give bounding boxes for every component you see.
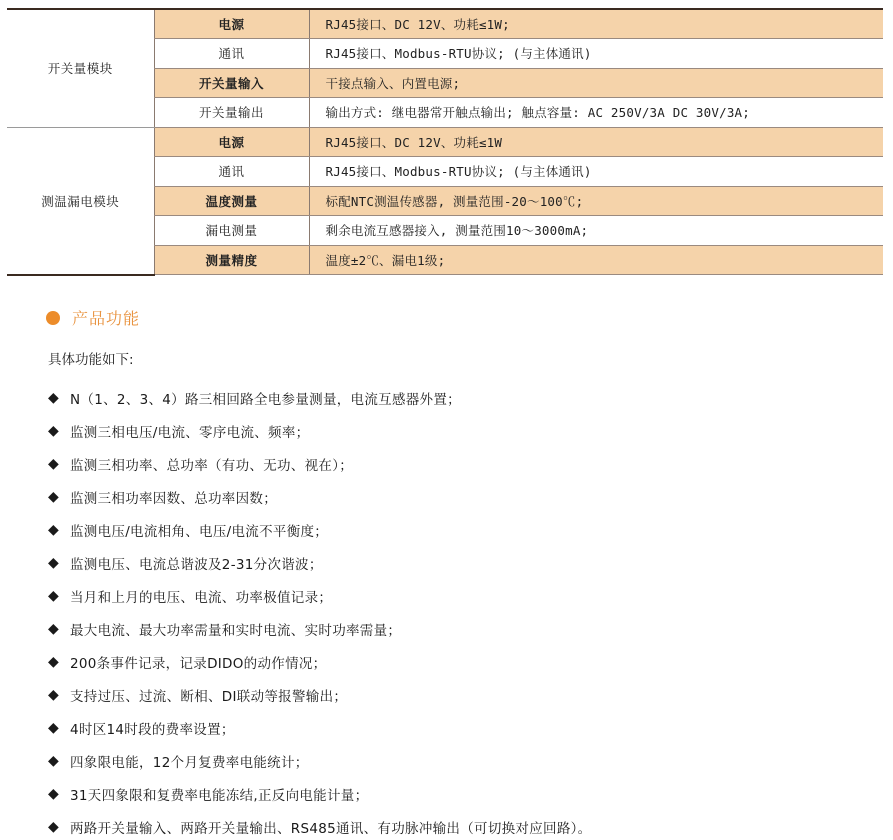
diamond-bullet-icon: ◆ xyxy=(48,686,60,703)
list-item xyxy=(48,414,591,447)
orange-dot-icon xyxy=(46,311,60,325)
list-item xyxy=(48,546,591,579)
param-name: 通讯 xyxy=(154,157,309,187)
feature-text: 监测三相功率因数、总功率因数； xyxy=(70,490,277,507)
param-value: 输出方式: 继电器常开触点输出; 触点容量: AC 250V/3A DC 30V/3A; xyxy=(309,98,883,128)
list-item xyxy=(48,645,591,678)
section-heading xyxy=(46,306,140,329)
param-value: 剩余电流互感器接入, 测量范围10～3000mA; xyxy=(309,216,883,246)
module-name: 测温漏电模块 xyxy=(7,127,154,275)
feature-text: 支持过压、过流、断相、DI联动等报警输出； xyxy=(70,688,348,705)
feature-text: 200条事件记录，记录DIDO的动作情况； xyxy=(70,655,327,672)
list-item xyxy=(48,612,591,645)
param-name: 开关量输入 xyxy=(154,68,309,98)
diamond-bullet-icon: ◆ xyxy=(48,752,60,769)
feature-text: 监测三相功率、总功率（有功、无功、视在）； xyxy=(70,457,354,474)
feature-text: 监测三相电压/电流、零序电流、频率； xyxy=(70,424,310,441)
section-title: 产品功能 xyxy=(72,309,141,328)
param-value: 标配NTC测温传感器, 测量范围-20～100℃; xyxy=(309,186,883,216)
diamond-bullet-icon: ◆ xyxy=(48,389,60,406)
list-item xyxy=(48,513,591,546)
list-item xyxy=(48,480,591,513)
feature-text: 监测电压/电流相角、电压/电流不平衡度； xyxy=(70,523,329,540)
list-item xyxy=(48,447,591,480)
list-item xyxy=(48,744,591,777)
param-value: RJ45接口、DC 12V、功耗≤1W xyxy=(309,127,883,157)
diamond-bullet-icon: ◆ xyxy=(48,455,60,472)
table-row xyxy=(7,9,883,39)
diamond-bullet-icon: ◆ xyxy=(48,719,60,736)
module-name: 开关量模块 xyxy=(7,9,154,127)
diamond-bullet-icon: ◆ xyxy=(48,587,60,604)
feature-text: 两路开关量输入、两路开关量输出、RS485通讯、有功脉冲输出（可切换对应回路）。 xyxy=(70,820,592,837)
intro-text: 具体功能如下: xyxy=(48,352,134,368)
diamond-bullet-icon: ◆ xyxy=(48,818,60,835)
diamond-bullet-icon: ◆ xyxy=(48,620,60,637)
list-item xyxy=(48,579,591,612)
list-item xyxy=(48,711,591,744)
param-name: 通讯 xyxy=(154,39,309,69)
list-item xyxy=(48,777,591,810)
diamond-bullet-icon: ◆ xyxy=(48,554,60,571)
param-name: 电源 xyxy=(154,9,309,39)
feature-text: N（1、2、3、4）路三相回路全电参量测量，电流互感器外置； xyxy=(70,391,461,408)
param-name: 电源 xyxy=(154,127,309,157)
list-item xyxy=(48,678,591,711)
param-value: RJ45接口、DC 12V、功耗≤1W; xyxy=(309,9,883,39)
param-value: 温度±2℃、漏电1级; xyxy=(309,245,883,275)
table-row xyxy=(7,127,883,157)
diamond-bullet-icon: ◆ xyxy=(48,521,60,538)
param-name: 测量精度 xyxy=(154,245,309,275)
param-value: 干接点输入、内置电源; xyxy=(309,68,883,98)
feature-text: 31天四象限和复费率电能冻结,正反向电能计量； xyxy=(70,787,369,804)
param-name: 温度测量 xyxy=(154,186,309,216)
feature-list xyxy=(48,381,591,840)
feature-text: 4时区14时段的费率设置； xyxy=(70,721,235,738)
feature-text: 最大电流、最大功率需量和实时电流、实时功率需量； xyxy=(70,622,402,639)
diamond-bullet-icon: ◆ xyxy=(48,422,60,439)
param-value: RJ45接口、Modbus-RTU协议; (与主体通讯) xyxy=(309,39,883,69)
spec-table xyxy=(7,8,883,276)
feature-text: 监测电压、电流总谐波及2-31分次谐波； xyxy=(70,556,323,573)
list-item xyxy=(48,381,591,414)
diamond-bullet-icon: ◆ xyxy=(48,785,60,802)
param-name: 漏电测量 xyxy=(154,216,309,246)
feature-text: 当月和上月的电压、电流、功率极值记录； xyxy=(70,589,333,606)
param-value: RJ45接口、Modbus-RTU协议; (与主体通讯) xyxy=(309,157,883,187)
list-item xyxy=(48,810,591,840)
diamond-bullet-icon: ◆ xyxy=(48,653,60,670)
feature-text: 四象限电能，12个月复费率电能统计； xyxy=(70,754,309,771)
param-name: 开关量输出 xyxy=(154,98,309,128)
diamond-bullet-icon: ◆ xyxy=(48,488,60,505)
